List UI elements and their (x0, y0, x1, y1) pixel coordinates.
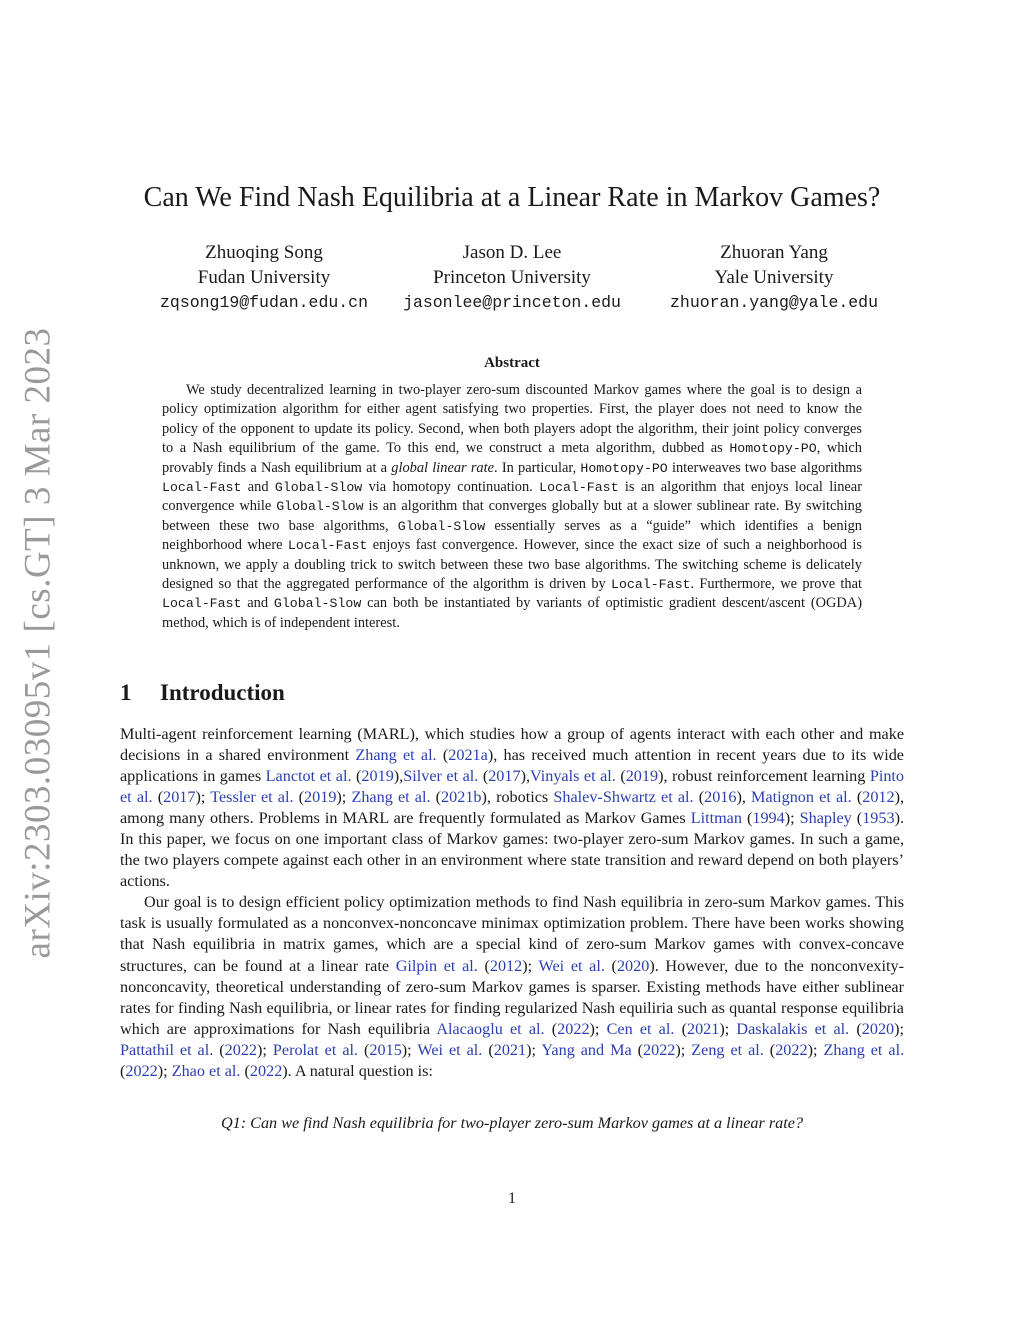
citation-link[interactable]: Pattathil et al. (120, 1040, 214, 1059)
citation-link[interactable]: Pinto et al. (120, 767, 904, 807)
citation-year-link[interactable]: 2012 (862, 788, 895, 807)
author-name: Zhuoran Yang (720, 242, 828, 263)
arxiv-stamp (17, 327, 59, 958)
citation-link[interactable]: Yang and Ma (541, 1040, 632, 1059)
citation-link[interactable]: Gilpin et al. (395, 956, 478, 975)
author-2 (393, 240, 631, 315)
author-email: zhuoran.yang@yale.edu (670, 293, 878, 312)
section-heading (120, 680, 285, 706)
algo-name: Local-Fast (162, 480, 242, 496)
algo-name: Local-Fast (287, 538, 368, 554)
citation-year-link[interactable]: 2022 (125, 1061, 158, 1080)
author-email: jasonlee@princeton.edu (403, 293, 621, 312)
emphasis: global linear rate (391, 459, 495, 476)
citation-year-link[interactable]: 2022 (775, 1040, 808, 1059)
citation-year-link[interactable]: 2022 (643, 1040, 676, 1059)
citation-year-link[interactable]: 2020 (616, 956, 650, 975)
citation-link[interactable]: Zhao et al. (171, 1061, 241, 1080)
author-affiliation: Fudan University (197, 267, 331, 288)
citation-year-link[interactable]: 2019 (304, 788, 337, 807)
citation-year-link[interactable]: 2021 (493, 1040, 527, 1059)
citation-link[interactable]: Cen et al. (606, 1019, 675, 1038)
citation-year-link[interactable]: 2021a (448, 746, 488, 765)
section-title: Introduction (160, 680, 285, 705)
citation-link[interactable]: Tessler et al. (210, 788, 294, 807)
paragraph: Our goal is to design efficient policy optimization methods to find Nash equilibria in zero-sum Markov games. This task is usually formulated as a nonconvex-nonconcave minimax optimization problem. There have been works showing that Nash equilibria in matrix games, which are a special kind of zero-sum Markov games with convex-concave structures, can be found at a linear rate Gilpin et al. (2012); Wei et al. (2020). However, due to the nonconvexity-nonconcavity, theoretical understanding of zero-sum Markov games is sparser. Existing methods have either sublinear rates for finding Nash equilibria, or linear rates for finding regularized Nash equiliria such as quantal response equilibria which are approximations for Nash equilibria Alacaoglu et al. (2022); Cen et al. (2021); Daskalakis et al. (2020); Pattathil et al. (2022); Perolat et al. (2015); Wei et al. (2021); Yang and Ma (2022); Zeng et al. (2022); Zhang et al. (2022); Zhao et al. (2022). A natural question is: (120, 893, 905, 1080)
arxiv-id: arXiv:2303.03095v1 [cs.GT] 3 Mar 2023 (17, 327, 59, 958)
author-3 (660, 240, 888, 315)
section-number: 1 (120, 680, 132, 705)
citation-year-link[interactable]: 2021 (686, 1019, 720, 1038)
algo-name: Global-Slow (274, 480, 363, 496)
algo-name: Local-Fast (162, 596, 242, 612)
abstract-heading: Abstract (484, 355, 540, 371)
citation-year-link[interactable]: 1994 (752, 809, 785, 828)
citation-year-link[interactable]: 2015 (369, 1040, 402, 1059)
citation-year-link[interactable]: 2019 (625, 767, 659, 786)
algo-name: Local-Fast (611, 577, 691, 593)
citation-link[interactable]: Zhang et al. (351, 788, 431, 807)
author-name: Jason D. Lee (462, 242, 562, 263)
citation-link[interactable]: Daskalakis et al. (736, 1019, 850, 1038)
author-email: zqsong19@fudan.edu.cn (160, 293, 368, 312)
paragraph: Multi-agent reinforcement learning (MARL), which studies how a group of agents interact with each other and make decisions in a shared environment Zhang et al. (2021a), has received much attention in recent years due to its wide applications in games Lanctot et al. (2019),Silver et al. (2017),Vinyals et al. (2019), robust reinforcement learning Pinto et al. (2017); Tessler et al. (2019); Zhang et al. (2021b), robotics Shalev-Shwartz et al. (2016), Matignon et al. (2012), among many others. Problems in MARL are frequently formulated as Markov Games Littman (1994); Shapley (1953). In this paper, we focus on one important class of Markov games: two-player zero-sum Markov games. In such a game, the two players compete against each other in an environment where state transition and reward depend on both players’ actions. (120, 725, 905, 891)
author-1 (140, 240, 388, 315)
abstract-text: We study decentralized learning in two-player zero-sum discounted Markov games where the goal is to design a policy optimization algorithm for either agent satisfying two properties. First, the player does not need to know the policy of the opponent to update its policy. Second, when both players adopt the algorithm, their joint policy converges to a Nash equilibrium of the game. To this end, we construct a meta algorithm, dubbed as Homotopy-PO, which provably finds a Nash equilibrium at a global linear rate. In particular, Homotopy-PO interweaves two base algorithms Local-Fast and Global-Slow via homotopy continuation. Local-Fast is an algorithm that enjoys local linear convergence while Global-Slow is an algorithm that converges globally but at a slower sublinear rate. By switching between these two base algorithms, Global-Slow essentially serves as a “guide” which identifies a benign neighborhood where Local-Fast enjoys fast convergence. However, since the exact size of such a neighborhood is unknown, we apply a doubling trick to switch between these two base algorithms. The switching scheme is delicately designed so that the aggregated performance of the algorithm is driven by Local-Fast. Furthermore, we prove that Local-Fast and Global-Slow can both be instantiated by variants of optimistic gradient descent/ascent (OGDA) method, which is of independent interest. (162, 382, 863, 631)
citation-link[interactable]: Vinyals et al. (530, 767, 616, 786)
research-question: Q1: Can we find Nash equilibria for two-player zero-sum Markov games at a linear rate? (220, 1114, 804, 1132)
page-number: 1 (508, 1190, 516, 1207)
algo-name: Global-Slow (273, 596, 362, 612)
citation-year-link[interactable]: 2022 (224, 1040, 258, 1059)
citation-year-link[interactable]: 2022 (557, 1019, 590, 1038)
citation-link[interactable]: Matignon et al. (751, 788, 852, 807)
paper-title: Can We Find Nash Equilibria at a Linear Rate in Markov Games? (143, 182, 881, 213)
citation-link[interactable]: Wei et al. (538, 956, 605, 975)
citation-link[interactable]: Zhang et al. (823, 1040, 905, 1059)
author-affiliation: Princeton University (433, 267, 591, 288)
citation-link[interactable]: Wei et al. (417, 1040, 483, 1059)
citation-year-link[interactable]: 2020 (861, 1019, 895, 1038)
algo-name: Local-Fast (539, 480, 619, 496)
citation-link[interactable]: Shapley (799, 809, 852, 828)
citation-year-link[interactable]: 1953 (862, 809, 895, 828)
citation-link[interactable]: Perolat et al. (272, 1040, 359, 1059)
algo-name: Global-Slow (276, 499, 364, 515)
citation-year-link[interactable]: 2016 (704, 788, 737, 807)
citation-link[interactable]: Lanctot et al. (265, 767, 352, 786)
citation-year-link[interactable]: 2017 (163, 788, 196, 807)
body-text (120, 724, 904, 1082)
citation-link[interactable]: Silver et al. (403, 767, 479, 786)
citation-link[interactable]: Littman (690, 809, 742, 828)
citation-year-link[interactable]: 2019 (361, 767, 394, 786)
citation-year-link[interactable]: 2017 (488, 767, 521, 786)
citation-link[interactable]: Zeng et al. (691, 1040, 764, 1059)
algo-name: Homotopy-PO (580, 460, 668, 476)
citation-link[interactable]: Alacaoglu et al. (436, 1019, 545, 1038)
author-affiliation: Yale University (714, 267, 834, 288)
citation-year-link[interactable]: 2022 (249, 1061, 283, 1080)
algo-name: Homotopy-PO (729, 441, 817, 457)
citation-year-link[interactable]: 2021b (441, 788, 482, 807)
author-name: Zhuoqing Song (205, 242, 323, 263)
citation-link[interactable]: Zhang et al. (355, 746, 437, 765)
citation-link[interactable]: Shalev-Shwartz et al. (553, 788, 694, 807)
citation-year-link[interactable]: 2012 (489, 956, 523, 975)
algo-name: Global-Slow (397, 518, 486, 534)
